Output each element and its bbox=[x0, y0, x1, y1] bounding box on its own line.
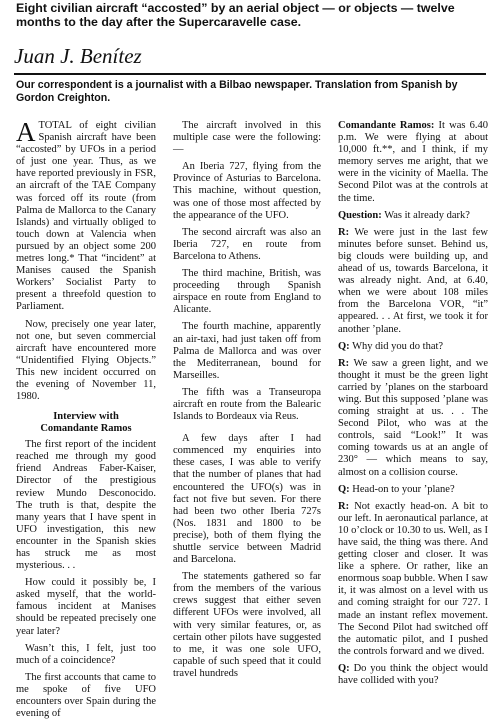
paragraph: The first accounts that came to me spoke of five UFO encounters over Spain during the evening of bbox=[16, 671, 156, 720]
section-subhead: Interview with Comandante Ramos bbox=[40, 411, 132, 435]
paragraph: A few days after I had commenced my enquiries into these cases, I was able to verify that the number of planes that had encountered the UFO(s) was in fact not five but seven. For there had been two other Iberia 727s (Nos. 1831 and 1800 to be precise), both of them flying the shuttle service between Madrid and Barcelona. bbox=[173, 433, 321, 566]
paragraph: ATOTAL of eight civilian Spanish aircraft have been “accosted” by UFOs in a period of just one year. Thus, as we have reported previously in FSR, an aircraft of the TAE Company was forced off its route (from Palma de Mallorca to the Canary Islands) and virtually obliged to touch down at Valencia when pursued by an object some 200 metres long.* That “incident” at Manises caused the Spanish Workers’ Socialist Party to present a threefold question to Parliament. bbox=[16, 117, 156, 313]
interview-question: Question: Was it already dark? bbox=[338, 209, 470, 221]
article-intro: Our correspondent is a journalist with a Bilbao newspaper. Translation from Spanish by Gordon Creighton. bbox=[16, 79, 458, 104]
paragraph: Now, precisely one year later, not one, but seven commercial aircraft have encountered more “Unidentified Flying Objects.” This new incident occurred on the evening of November 11, 1980. bbox=[16, 318, 156, 403]
paragraph: The aircraft involved in this multiple case were the following:— bbox=[173, 120, 321, 156]
paragraph: How could it possibly be, I asked myself, that the world-famous incident at Manises should be repeated precisely one year later? bbox=[16, 577, 156, 637]
speaker-label: Question: bbox=[338, 209, 382, 221]
interview-question: Q: Do you think the object would have collided with you? bbox=[338, 662, 488, 687]
interview-question: Q: Head-on to your ’plane? bbox=[338, 483, 455, 495]
article-byline: Juan J. Benítez bbox=[14, 44, 142, 68]
speaker-label: R: bbox=[338, 226, 350, 238]
paragraph: The first report of the incident reached me through my good friend Andreas Faber-Kaiser, Director of the prestigious review Mundo Desconocido. The truth is that, despite the many years that I have spent in UFO investigation, this new encounter in the Spanish skies has struck me as most mysterious. . . bbox=[16, 439, 156, 572]
paragraph: Wasn’t this, I felt, just too much of a coincidence? bbox=[16, 642, 156, 666]
article-headline: Eight civilian aircraft “accosted” by an aerial object — or objects — twelve months to the day after the Supercaravelle case. bbox=[16, 1, 455, 29]
speaker-label: Q: bbox=[338, 483, 350, 495]
paragraph: The fifth was a Transeuropa aircraft en route from the Balearic Islands to Bordeaux via Reus. bbox=[173, 386, 321, 423]
header-divider bbox=[14, 73, 486, 75]
interview-answer: R: We were just in the last few minutes before sunset. Behind us, big clouds were building up, and ahead of us, towards Barcelona, it was already night. And, at 6.40, when we were about 108 miles from the Barcelona VOR, “it” appeared. . . At first, we took it for another ’plane. bbox=[338, 226, 488, 335]
speaker-label: Q: bbox=[338, 662, 350, 674]
paragraph: The third machine, British, was proceeding through Spanish airspace en route from England to Alicante. bbox=[173, 268, 321, 316]
paragraph: The fourth machine, apparently an air-taxi, had just taken off from Palma de Mallorca and was over the Mediterranean, bound for Marseilles. bbox=[173, 321, 321, 381]
text-column-1 bbox=[16, 117, 156, 720]
interview-answer: R: We saw a green light, and we thought it must be the green light carried by ’planes on the starboard wing. But this supposed ’plane was coming straight at us. . . The Second Pilot, who was at the controls, said “Look!” It was coming towards us at an angle of 230° — which means to say, almost on a collision course. bbox=[338, 357, 488, 478]
paragraph: An Iberia 727, flying from the Province of Asturias to Barcelona. This machine, without question, was one of those most affected by the appearance of the UFO. bbox=[173, 161, 321, 221]
paragraph: The second aircraft was also an Iberia 727, en route from Barcelona to Athens. bbox=[173, 226, 321, 262]
interview-answer: R: Not exactly head-on. A bit to our left. In aeronautical parlance, at 10 o’clock or 10.30 to us. Well, as I have said, the thing was there. And getting closer and closer. It was like a sphere. Or rather, like an enormous soap bubble. When I saw it, it was almost on a level with us and coming straight for our 727. I made an instant reflex movement. The Second Pilot had switched off the automatic pilot, and I pushed the controls forward and we dived. bbox=[338, 500, 488, 657]
text-column-2 bbox=[173, 120, 321, 679]
paragraph: The statements gathered so far from the members of the various crews suggest that either seven different UFOs were involved, all with very similar features, or, as certain other pilots have suggested to me, it was one sole UFO, capable of such speed that it could travel hundreds bbox=[173, 571, 321, 679]
interview-question: Q: Why did you do that? bbox=[338, 340, 444, 352]
interview-answer: Comandante Ramos: It was 6.40 p.m. We were flying at about 10,000 ft.**, and I think, if my memory serves me aright, that we were in the vicinity of Maella. The Second Pilot was at the controls at the time. bbox=[338, 120, 488, 204]
speaker-label: Q: bbox=[338, 340, 350, 352]
speaker-label: R: bbox=[338, 357, 350, 369]
speaker-label: R: bbox=[338, 500, 350, 512]
drop-cap: A bbox=[16, 117, 36, 147]
text-column-3 bbox=[338, 120, 488, 687]
speaker-label: Comandante Ramos: bbox=[338, 120, 435, 131]
